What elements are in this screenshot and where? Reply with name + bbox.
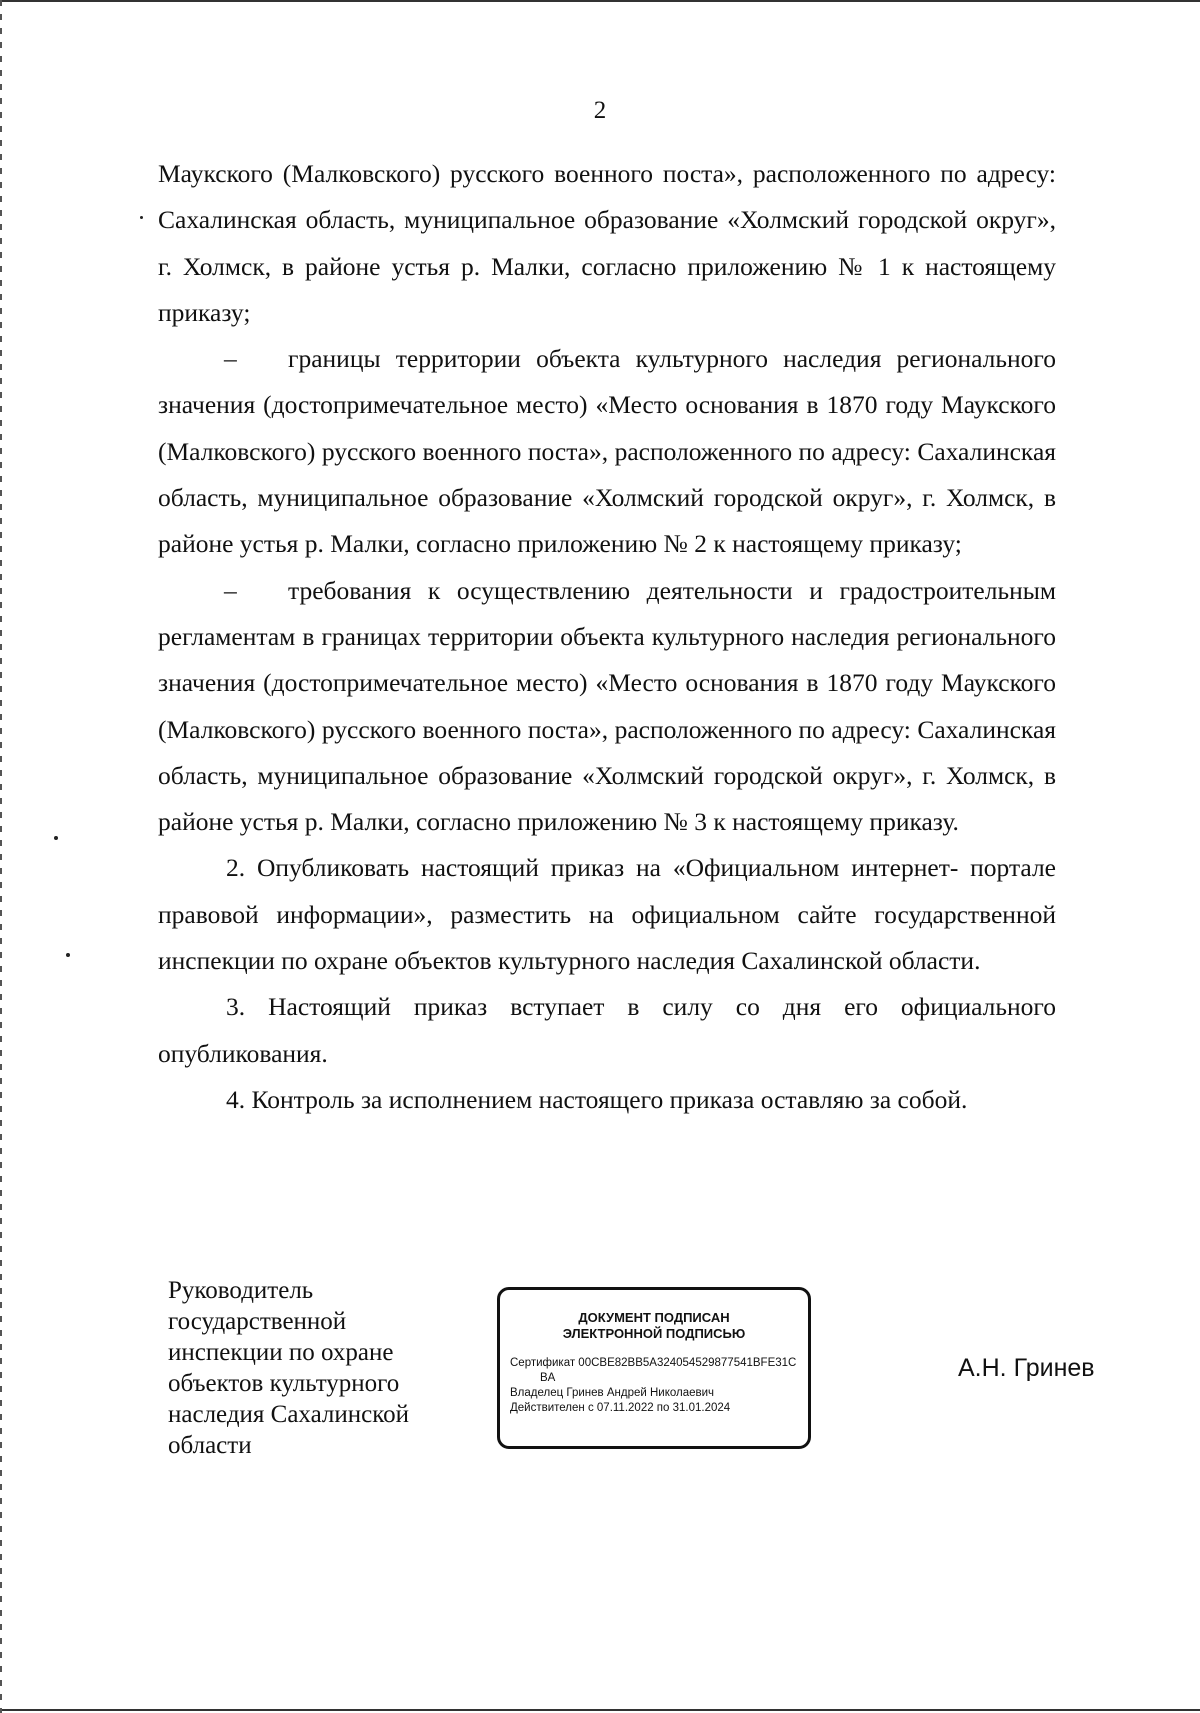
scan-edge-top	[0, 0, 1200, 2]
signatory-title-line: объектов культурного	[168, 1370, 400, 1397]
paragraph-effective: 3. Настоящий приказ вступает в силу со дня его официального опубликования.	[158, 992, 1056, 1068]
signer-name: А.Н. Гринев	[958, 1354, 1095, 1382]
list-item-text: границы территории объекта культурного наследия регионального значения (достопримечательное место) «Место основания в 1870 году Маукского (Малковского) русского военного поста», расположенного по адресу: Сахалинская область, муниципальное образование «Холмский городской округ», г. Холмск, в районе устья р. Малки, согласно приложению № 2 к настоящему приказу;	[158, 344, 1056, 559]
signatory-title-line: области	[168, 1432, 252, 1459]
stamp-certificate-tail: BA	[540, 1372, 556, 1384]
signatory-title-line: Руководитель	[168, 1277, 314, 1304]
paragraph-control: 4. Контроль за исполнением настоящего приказа оставляю за собой.	[226, 1084, 968, 1114]
scan-edge-bottom	[0, 1709, 1200, 1711]
stamp-validity: Действителен с 07.11.2022 по 31.01.2024	[510, 1402, 731, 1414]
scan-speck	[66, 953, 70, 957]
electronic-signature-stamp	[497, 1287, 811, 1449]
stamp-title-line1: ДОКУМЕНТ ПОДПИСАН	[578, 1310, 730, 1325]
paragraph-publish: 2. Опубликовать настоящий приказ на «Официальном интернет- портале правовой информации», разместить на официальном сайте государственной инспекции по охране объектов культурного наследия Сахалинской области.	[158, 853, 1056, 976]
signatory-title-line: наследия Сахалинской	[168, 1401, 410, 1428]
list-dash: –	[224, 575, 237, 605]
stamp-title	[500, 1310, 808, 1342]
stamp-title-line2: ЭЛЕКТРОННОЙ ПОДПИСЬЮ	[562, 1326, 746, 1341]
stamp-certificate: Сертификат 00CBE82BB5A324054529877541BFE31C	[510, 1357, 797, 1369]
scan-speck	[54, 836, 58, 840]
signatory-title	[168, 1275, 468, 1461]
scan-speck	[140, 216, 143, 219]
page-number: 2	[593, 97, 607, 124]
list-item-requirements	[158, 568, 1056, 846]
signatory-title-line: государственной	[168, 1308, 347, 1335]
document-body	[158, 151, 1056, 1123]
stamp-details	[510, 1356, 800, 1416]
list-item-text: требования к осуществлению деятельности и градостроительным регламентам в границах территории объекта культурного наследия регионального значения (достопримечательное место) «Место основания в 1870 году Маукского (Малковского) русского военного поста», расположенного по адресу: Сахалинская область, муниципальное образование «Холмский городской округ», г. Холмск, в районе устья р. Малки, согласно приложению № 3 к настоящему приказу.	[158, 575, 1056, 837]
paragraph-continuation: Маукского (Малковского) русского военного поста», расположенного по адресу: Сахалинская область, муниципальное образование «Холмский городской округ», г. Холмск, в районе устья р. Малки, согласно приложению № 1 к настоящему приказу;	[158, 159, 1056, 327]
list-dash: –	[224, 344, 237, 374]
list-item-territory-boundaries	[158, 336, 1056, 567]
scan-edge-left	[0, 0, 2, 1713]
signatory-title-line: инспекции по охране	[168, 1339, 394, 1366]
stamp-owner: Владелец Гринев Андрей Николаевич	[510, 1387, 715, 1399]
